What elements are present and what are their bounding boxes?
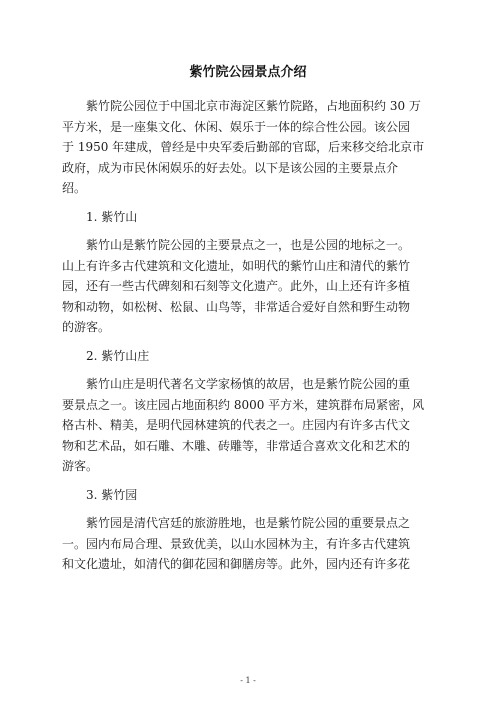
document-body — [62, 96, 436, 575]
paragraph-line: 格古朴、精美，是明代园林建筑的代表之一。庄园内有许多古代文 — [62, 418, 411, 432]
paragraph-line: 的游客。 — [62, 320, 111, 334]
paragraph-line: 和文化遗址，如清代的御花园和御膳房等。此外，园内还有许多花 — [62, 557, 411, 571]
section-heading: 3. 紫竹园 — [86, 487, 138, 502]
paragraph-line: 园，还有一些古代碑刻和石刻等文化遗产。此外，山上还有许多植 — [62, 279, 411, 293]
paragraph-line: 要景点之一。该庄园占地面积约 8000 平方米，建筑群布局紧密，风 — [62, 397, 425, 412]
paragraph-line: 紫竹山是紫竹院公园的主要景点之一，也是公园的地标之一。 — [86, 238, 411, 252]
paragraph-line: 游客。 — [62, 459, 99, 473]
paragraph-line: 紫竹山庄是明代著名文学家杨慎的故居，也是紫竹院公园的重 — [86, 377, 411, 391]
page-number: - 1 - — [240, 676, 256, 685]
section-heading: 2. 紫竹山庄 — [86, 348, 150, 363]
section-paragraph — [62, 513, 436, 575]
paragraph-line: 山上有许多古代建筑和文化遗址，如明代的紫竹山庄和清代的紫竹 — [62, 258, 411, 273]
paragraph-line: 平方米，是一座集文化、休闲、娱乐于一体的综合性公园。该公园 — [62, 119, 411, 134]
section-heading: 1. 紫竹山 — [86, 209, 138, 224]
paragraph-line: 物和艺术品，如石雕、木雕、砖雕等，非常适合喜欢文化和艺术的 — [62, 438, 411, 453]
paragraph-line: 政府，成为市民休闲娱乐的好去处。以下是该公园的主要景点介 — [62, 160, 399, 175]
paragraph-line: 于 1950 年建成，曾经是中央军委后勤部的官邸，后来移交给北京市 — [62, 140, 425, 154]
paragraph-line: 一。园内布局合理、景致优美，以山水园林为主，有许多古代建筑 — [62, 536, 411, 551]
document-title: 紫竹院公园景点介绍 — [189, 65, 307, 80]
paragraph-line: 紫竹院公园位于中国北京市海淀区紫竹院路，占地面积约 30 万 — [86, 99, 421, 113]
intro-paragraph — [62, 96, 436, 199]
section-paragraph — [62, 374, 436, 477]
paragraph-line: 紫竹园是清代宫廷的旅游胜地，也是紫竹院公园的重要景点之 — [86, 516, 411, 530]
paragraph-line: 物和动物，如松树、松鼠、山鸟等，非常适合爱好自然和野生动物 — [62, 299, 411, 314]
paragraph-line: 绍。 — [62, 181, 87, 195]
section-paragraph — [62, 235, 436, 338]
